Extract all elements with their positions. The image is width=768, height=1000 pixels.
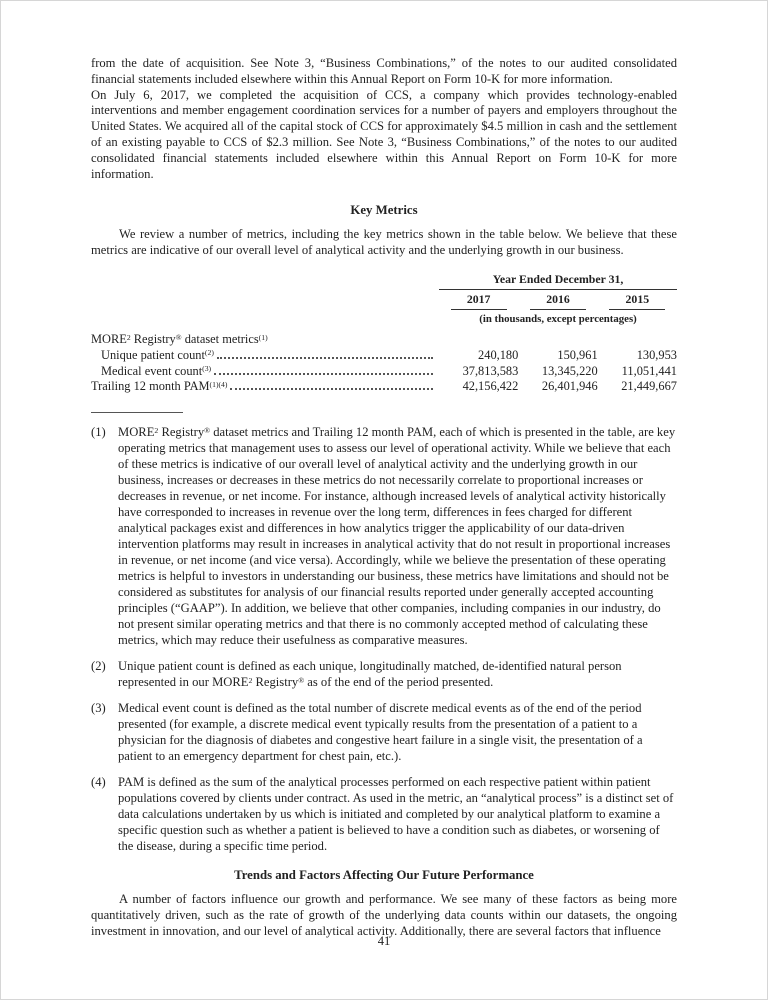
dot-leader [217, 357, 433, 359]
page-number: 41 [377, 934, 391, 948]
table-year-2016 [518, 292, 597, 310]
footnote-1 [91, 424, 677, 648]
row-values [439, 364, 677, 380]
row-label: Medical event count$^{(3)}$ [101, 363, 212, 378]
table-year-2015 [598, 292, 677, 310]
intro-paragraph-2: On July 6, 2017, we completed the acquisition of CCS, a company which provides technology-enabled interventions and member engagement coordination services for a number of payers and employers throughout the United States. We acquired all of the capital stock of CCS for approximately $4.5 million in cash and the settlement of an existing payable to CCS of $2.3 million. See Note 3, “Business Combinations,” of the notes to our audited consolidated financial statements included elsewhere within this Annual Report on Form 10-K for more information. [91, 87, 677, 181]
value-cell: 37,813,583 [462, 363, 519, 378]
footnote-text: MORE$^2$ Registry® dataset metrics and Trailing 12 month PAM, each of which is presented in the table, are key operating metrics that management uses to assess our level of operational activity. While we believe that each of these metrics is indicative of our overall level of analytical activity and the underlying growth in our business, increases or decreases in these metrics do not necessarily correlate to proportional increases or decreases in revenue, or net income. For instance, although increased levels of analytical activity historically have corresponded to increases in revenue over the long term, differences in fees charged for different analytical packages exist and differences in how analytics trigger the applicability of our data-driven intervention platforms may result in increases in analytical activity that do not result in proportional increases in revenue, or net income (and vice versa). Accordingly, while we believe the presentation of these operating metrics is helpful to investors in understanding our business, these metrics have limitations and should not be considered as substitutes for analysis of our financial results reported under generally accepted accounting principles (“GAAP”). In addition, we believe that other companies, including companies in our industry, do not present similar operating metrics and that there is no commonly accepted method of calculating these metrics, which may reduce their usefulness as comparative measures. [118, 425, 676, 648]
intro-paragraph-1: from the date of acquisition. See Note 3, “Business Combinations,” of the notes to our audited consolidated financial statements included elsewhere within this Annual Report on Form 10-K for more information. [91, 56, 677, 86]
footnote-text: Medical event count is defined as the total number of discrete medical events as of the end of the period presented (for example, a discrete medical event typically results from the presentation of a patient to a physician for the diagnosis of diabetes and congestive heart failure in a single visit, the presentation of a patient to an emergency department for chest pain, etc.). [118, 701, 643, 764]
table-header-columns [439, 272, 677, 325]
footnote-number: (2) [91, 659, 106, 674]
table-row [91, 364, 677, 380]
year-label: 2015 [609, 292, 665, 310]
table-year-2017 [439, 292, 518, 310]
footnote-3 [91, 700, 677, 764]
trends-heading: Trends and Factors Affecting Our Future Performance [234, 868, 534, 883]
year-label: 2017 [451, 292, 507, 310]
table-units-note: (in thousands, except percentages) [479, 312, 637, 325]
page-content [91, 56, 677, 940]
value-cell: 26,401,946 [541, 379, 598, 394]
trends-paragraph: A number of factors influence our growth and performance. We see many of these factors as being more quantitatively driven, such as the rate of growth of the underlying data counts within our datasets, the ongoing investment in innovation, and our level of analytical activity. Additionally, there are several factors that influence [91, 892, 677, 938]
table-header-spacer [91, 272, 439, 325]
footnote-divider [91, 412, 183, 413]
value-cell: 240,180 [478, 347, 519, 362]
value-cell: 130,953 [636, 347, 677, 362]
value-cell: 13,345,220 [541, 363, 598, 378]
value-cell: 150,961 [557, 347, 598, 362]
footnote-number: (1) [91, 425, 106, 440]
key-metrics-intro: We review a number of metrics, including the key metrics shown in the table below. We believe that these metrics are indicative of our overall level of analytical activity and the underlying growth in our business. [91, 227, 677, 258]
dot-leader [214, 373, 433, 375]
row-label: Unique patient count$^{(2)}$ [101, 347, 214, 362]
footnote-text: PAM is defined as the sum of the analytical processes performed on each respective patient within patient populations covered by clients under contract. As used in the metric, an “analytical process” is a distinct set of data calculations undertaken by us which is initiated and completed by our analytical platform to examine a specific question such as whether a patient is believed to have a condition such as diabetes, or worsening of the disease, during a specific time period. [118, 775, 674, 854]
table-year-row [439, 290, 677, 310]
table-row [91, 379, 677, 395]
footnote-number: (4) [91, 775, 106, 790]
footnote-2 [91, 658, 677, 690]
row-values [439, 348, 677, 364]
row-label: MORE$^2$ Registry® dataset metrics$^{(1)}$ [91, 331, 268, 346]
footnote-number: (3) [91, 701, 106, 716]
footnote-4 [91, 774, 677, 854]
value-cell: 42,156,422 [462, 379, 519, 394]
value-cell: 21,449,667 [621, 379, 677, 394]
row-values [439, 379, 677, 395]
footnote-text: Unique patient count is defined as each unique, longitudinally matched, de-identified natural person represented in our MORE$^2$ Registry® as of the end of the period presented. [118, 659, 622, 690]
table-header [91, 272, 677, 325]
table-period-header: Year Ended December 31, [439, 272, 677, 290]
value-cell: 11,051,441 [621, 363, 677, 378]
table-row [91, 348, 677, 364]
row-label: Trailing 12 month $PAM^{(1)(4)}$ [91, 379, 228, 394]
dot-leader [230, 388, 433, 390]
key-metrics-heading: Key Metrics [350, 203, 418, 218]
table-body [91, 332, 677, 395]
year-label: 2016 [530, 292, 586, 310]
key-metrics-table [91, 272, 677, 395]
table-row [91, 332, 677, 348]
